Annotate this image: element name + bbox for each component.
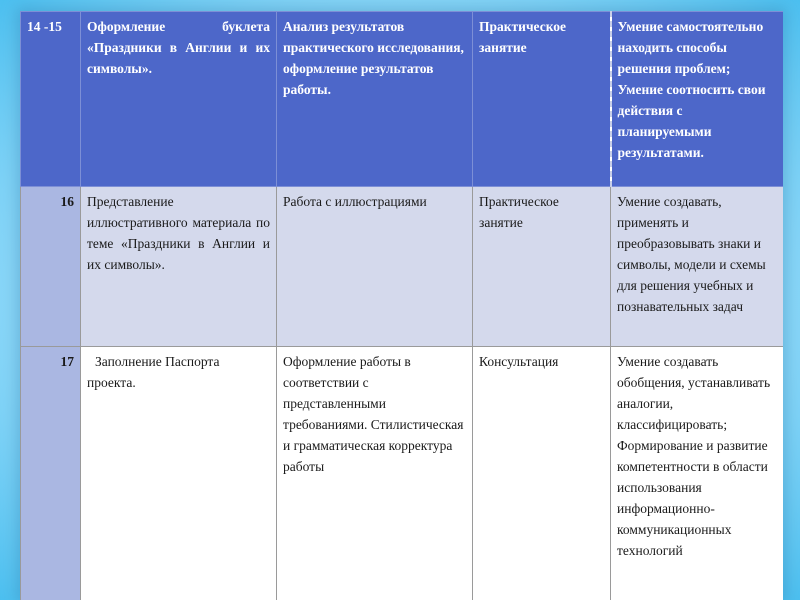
lesson-skills-cell [611, 187, 784, 347]
lesson-form: Практическое занятие [479, 19, 567, 55]
lesson-skills: Умение создавать, применять и преобразовывать знаки и символы, модели и схемы для решения учебных и познавательных задач [617, 194, 766, 314]
lesson-number: 14 -15 [27, 19, 62, 34]
lesson-topic-cell [81, 187, 277, 347]
lesson-skills-cell [611, 12, 784, 187]
lesson-skills-cell [611, 347, 784, 600]
lesson-plan-table [20, 11, 783, 600]
lesson-form-cell [473, 187, 611, 347]
lesson-form-cell [473, 347, 611, 600]
lesson-skills: Умение самостоятельно находить способы решения проблем; Умение соотносить свои действия с планируемыми результатами. [617, 19, 766, 160]
lesson-form: Практическое занятие [479, 194, 559, 230]
lesson-activity: Анализ результатов практического исследования, оформление результатов работы. [283, 19, 464, 97]
lesson-activity-cell [277, 347, 473, 600]
lesson-skills: Умение создавать обобщения, устанавливать аналогии, классифицировать; Формирование и развитие компетентности в области использования информационно-коммуникационных технологий [617, 354, 771, 558]
lesson-number-cell [21, 347, 81, 600]
table-panel [20, 11, 783, 600]
lesson-form-cell [473, 12, 611, 187]
lesson-number: 16 [60, 194, 74, 209]
lesson-activity-cell [277, 12, 473, 187]
lesson-topic: Оформление буклета «Праздники в Англии и их символы». [87, 19, 270, 76]
table-row [21, 12, 784, 187]
lesson-activity: Оформление работы в соответствии с представленными требованиями. Стилистическая и грамматическая корректура работы [283, 354, 464, 474]
lesson-number-cell [21, 187, 81, 347]
lesson-activity-cell [277, 187, 473, 347]
lesson-topic: Представление иллюстративного материала по теме «Праздники в Англии и их символы». [87, 194, 270, 272]
lesson-number: 17 [60, 354, 74, 369]
table-row [21, 347, 784, 600]
lesson-number-cell [21, 12, 81, 187]
lesson-topic-cell [81, 347, 277, 600]
lesson-activity: Работа с иллюстрациями [283, 194, 427, 209]
table-row [21, 187, 784, 347]
lesson-topic-cell [81, 12, 277, 187]
lesson-topic: Заполнение Паспорта проекта. [87, 354, 220, 390]
lesson-form: Консультация [479, 354, 559, 369]
